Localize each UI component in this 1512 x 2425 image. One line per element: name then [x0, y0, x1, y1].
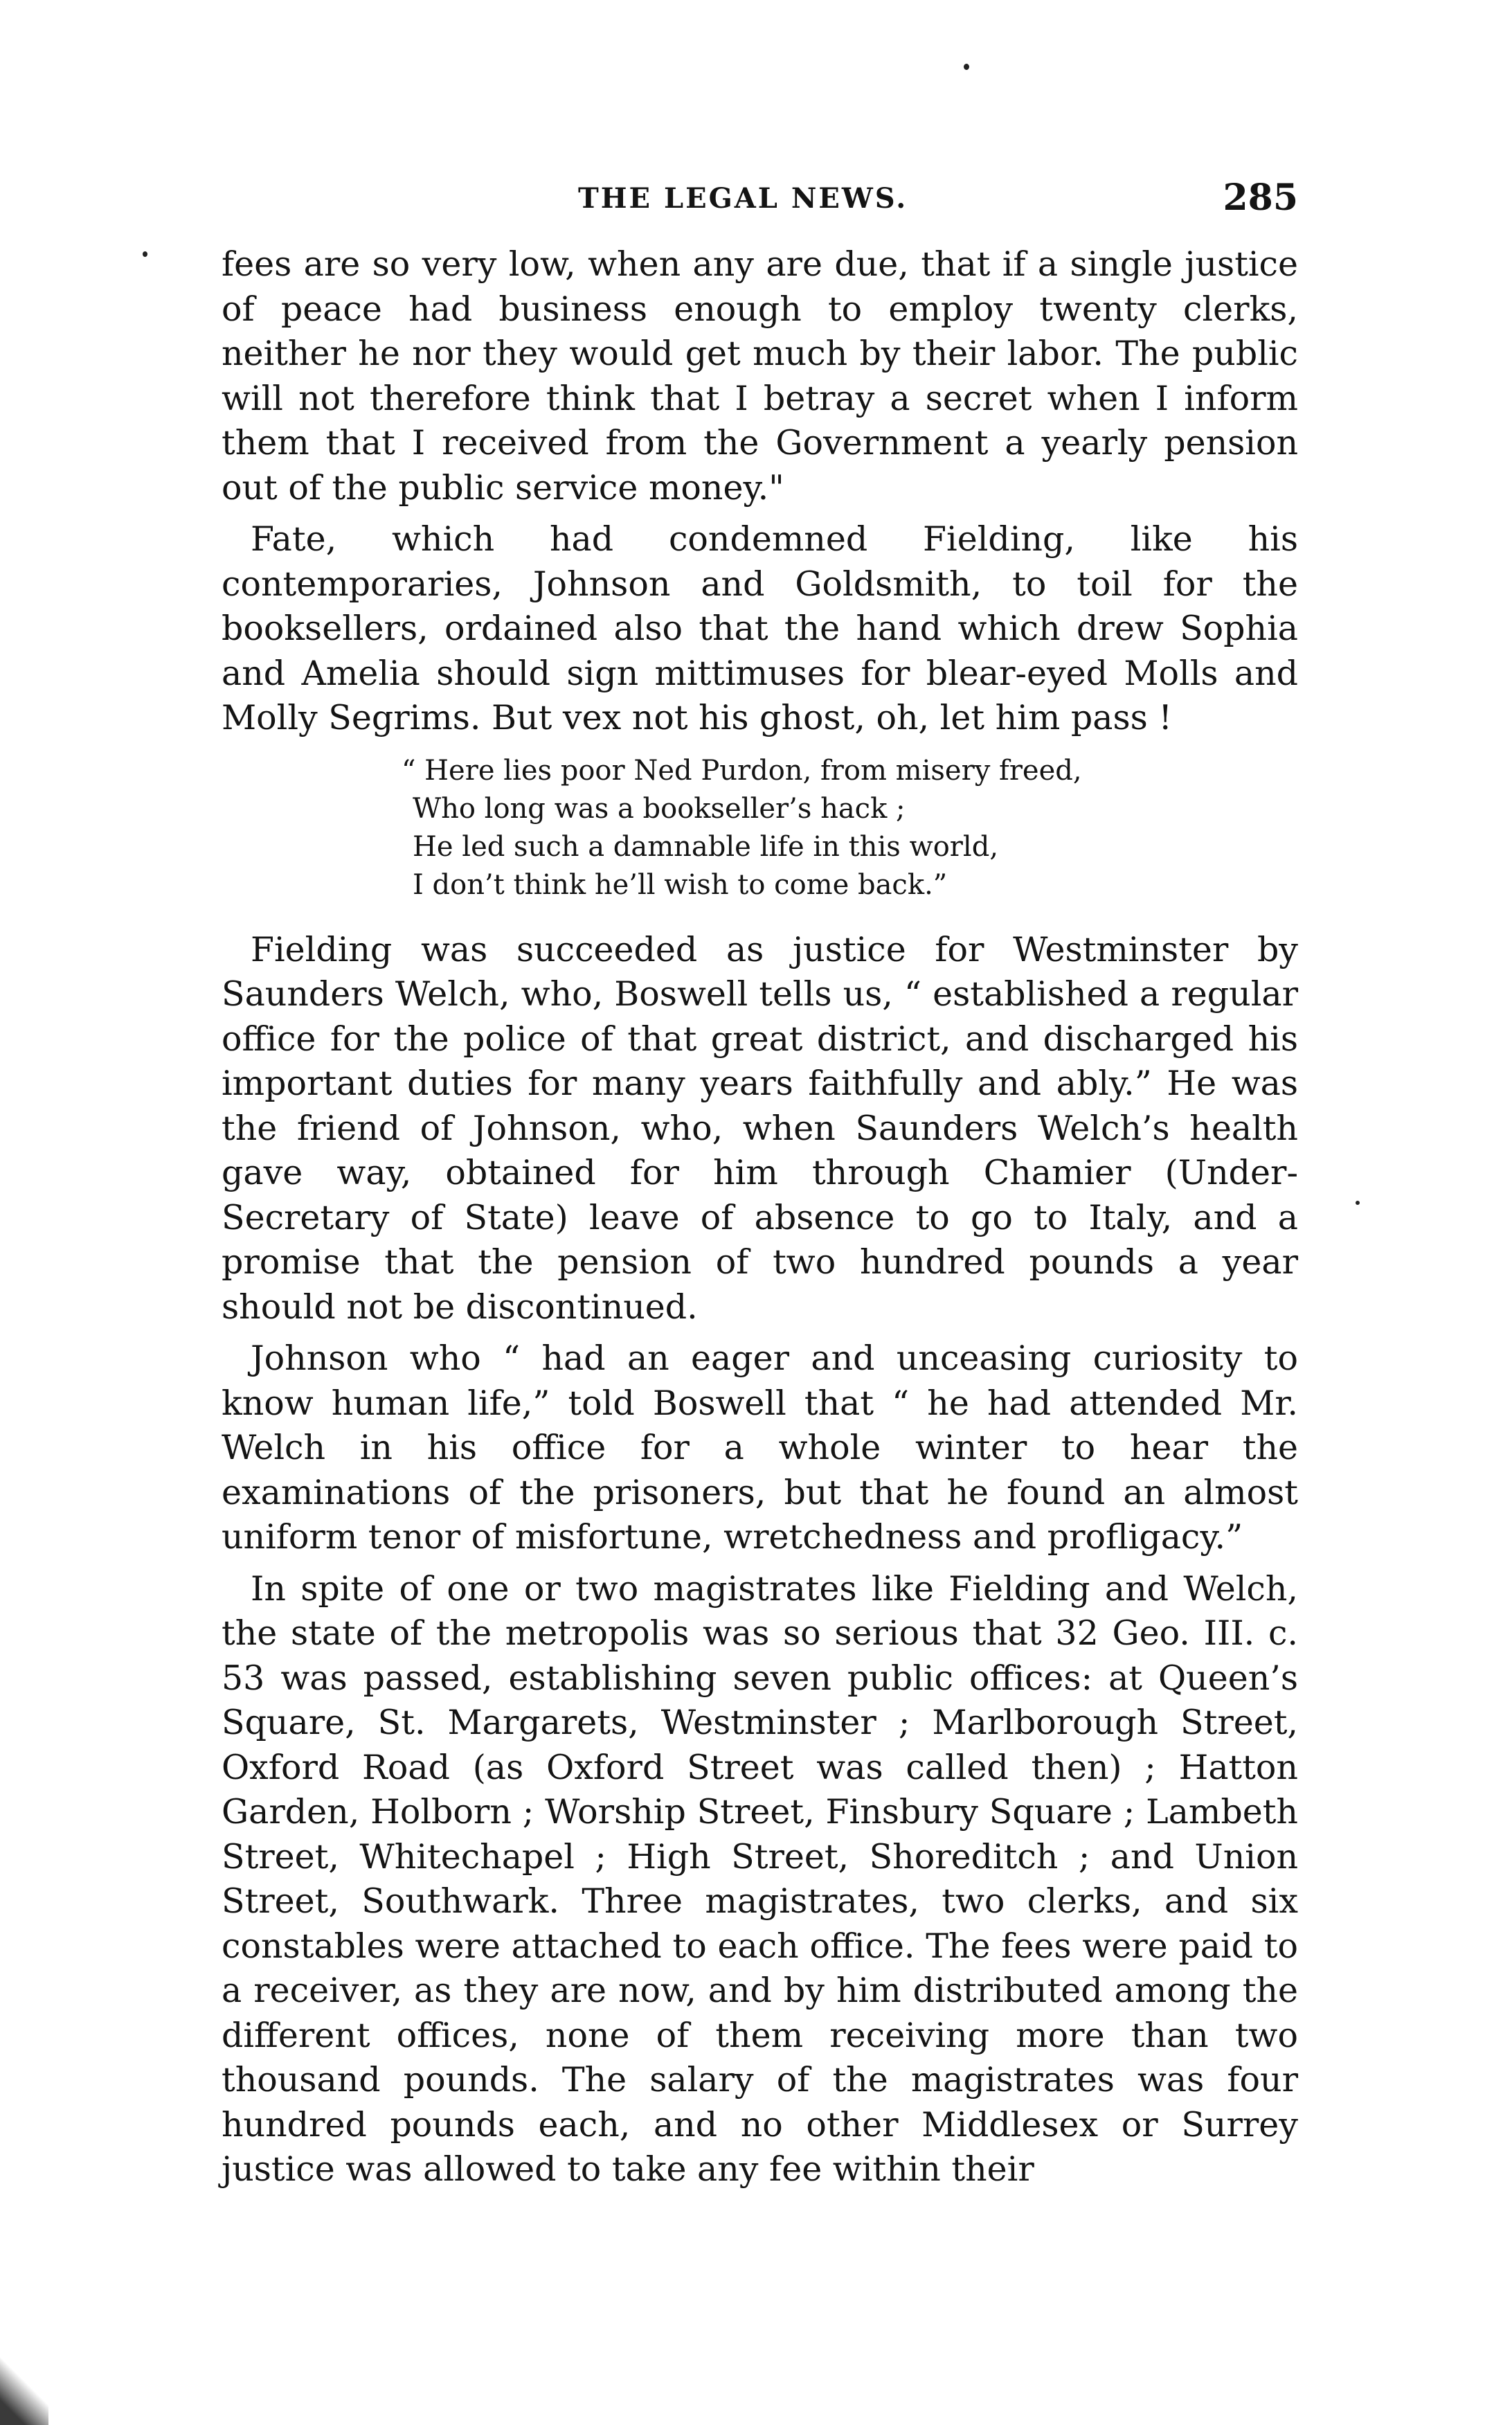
page-header: [228, 177, 1298, 225]
paragraph: Johnson who “ had an eager and unceasing curiosity to know human life,” told Boswell that “ he had attended Mr. Welch in his office for a whole winter to hear the examinations of the prisoners, but that he found an almost uniform tenor of misfortune, wretchedness and profligacy.”: [222, 1339, 1298, 1557]
ink-speck: [143, 251, 147, 257]
scan-edge-mark: [0, 2349, 48, 2425]
ink-speck: [1356, 1201, 1360, 1205]
ink-speck: [964, 64, 969, 70]
paragraph: fees are so very low, when any are due, that if a single justice of peace had business enough to employ twenty clerks, neither he nor they would get much by their labor. The public will not therefore think that I betray a secret when I inform them that I received from the Government a yearly pension out of the public service money.": [222, 244, 1298, 508]
page-number: 285: [1223, 177, 1298, 219]
paragraph: Fate, which had condemned Fielding, like his contemporaries, Johnson and Goldsmith, to toil for the booksellers, ordained also that the hand which drew Sophia and Amelia should sign mittimuses for blear-eyed Molls and Molly Segrims. But vex not his ghost, oh, let him pass !: [222, 519, 1298, 737]
verse-line: “ Here lies poor Ned Purdon, from misery freed,: [402, 754, 1082, 787]
paragraph: In spite of one or two magistrates like Fielding and Welch, the state of the metropolis was so serious that 32 Geo. III. c. 53 was passed, establishing seven public offices: at Queen’s Square, St. Margarets, Westminster ; Marlborough Street, Oxford Road (as Oxford Street was called then) ; Hatton Garden, Holborn ; Worship Street, Finsbury Square ; Lambeth Street, Whitechapel ; High Street, Shoreditch ; and Union Street, Southwark. Three magistrates, two clerks, and six constables were attached to each office. The fees were paid to a receiver, as they are now, and by him distributed among the different offices, none of them receiving more than two thousand pounds. The salary of the magistrates was four hundred pounds each, and no other Middlesex or Surrey justice was allowed to take any fee within their: [222, 1568, 1298, 2189]
verse-line: I don’t think he’ll wish to come back.”: [413, 868, 948, 901]
verse-line: He led such a damnable life in this world,: [413, 830, 999, 863]
verse-line: Who long was a bookseller’s hack ;: [413, 792, 906, 825]
paragraph: Fielding was succeeded as justice for Westminster by Saunders Welch, who, Boswell tells us, “ established a regular office for the police of that great district, and discharged his important duties for many years faithfully and ably.” He was the friend of Johnson, who, when Saunders Welch’s health gave way, obtained for him through Chamier (Under-Secretary of State) leave of absence to go to Italy, and a promise that the pension of two hundred pounds a year should not be discontinued.: [222, 929, 1298, 1327]
running-title: THE LEGAL NEWS.: [578, 182, 908, 215]
verse-quotation: [402, 752, 1298, 904]
body-text: [222, 242, 1298, 2199]
